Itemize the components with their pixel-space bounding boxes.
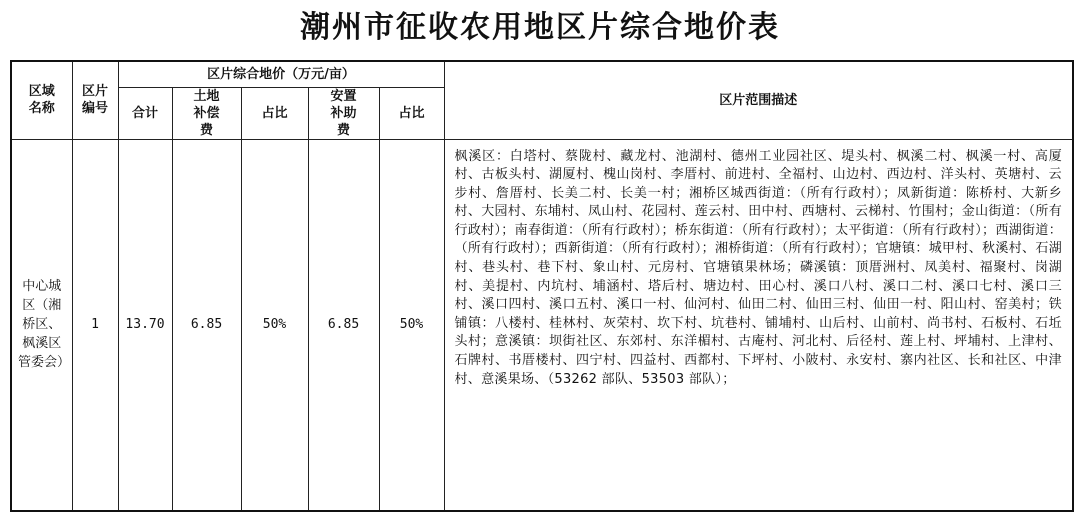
cell-resettlement: 6.85 [308,139,379,511]
land-price-table [10,60,1074,512]
cell-scope-description: 枫溪区：白塔村、蔡陇村、藏龙村、池湖村、德州工业园社区、堤头村、枫溪二村、枫溪一村、高厦村、古板头村、湖厦村、槐山岗村、李厝村、前进村、全福村、山边村、西边村、洋头村、英塘村、云步村、詹厝村、长美二村、长美一村；湘桥区城西街道：（所有行政村）；凤新街道：陈桥村、大新乡村、大园村、东埔村、凤山村、花园村、莲云村、田中村、西塘村、云梯村、竹围村；金山街道：（所有行政村）；南春街道：（所有行政村）；桥东街道：（所有行政村）；太平街道：（所有行政村）；西湖街道：（所有行政村）；西新街道：（所有行政村）；湘桥街道：（所有行政村）；官塘镇：城甲村、秋溪村、石湖村、巷头村、巷下村、象山村、元房村、官塘镇果林场；磷溪镇：顶厝洲村、凤美村、福聚村、岗湖村、美提村、内坑村、埔涵村、塔后村、塘边村、田心村、溪口八村、溪口二村、溪口七村、溪口三村、溪口四村、溪口五村、溪口一村、仙河村、仙田二村、仙田三村、仙田一村、阳山村、窑美村；铁铺镇：八楼村、桂林村、灰荣村、坎下村、坑巷村、铺埔村、山后村、山前村、尚书村、石板村、石坵头村；意溪镇：坝街社区、东郊村、东洋楣村、古庵村、河北村、后径村、莲上村、坪埔村、上津村、石牌村、书厝楼村、四宁村、四益村、西都村、下坪村、小陂村、永安村、寨内社区、长和社区、中津村、意溪果场、（53262 部队、53503 部队）； [444,139,1073,511]
header-region-name: 区域名称 [11,61,72,139]
cell-land-compensation: 6.85 [172,139,241,511]
header-ratio-1: 占比 [241,87,308,139]
cell-ratio-2: 50% [379,139,444,511]
table-row [11,139,1073,511]
document-title: 潮州市征收农用地区片综合地价表 [300,10,780,45]
cell-total: 13.70 [118,139,172,511]
header-zone-no: 区片编号 [72,61,118,139]
header-price-group: 区片综合地价（万元/亩） [118,61,444,87]
cell-zone-no: 1 [72,139,118,511]
header-resettlement: 安置补助费 [308,87,379,139]
header-total: 合计 [118,87,172,139]
header-land-compensation: 土地补偿费 [172,87,241,139]
cell-region-name: 中心城区（湘桥区、枫溪区管委会） [11,139,72,511]
header-row-1 [11,61,1073,87]
header-ratio-2: 占比 [379,87,444,139]
header-scope: 区片范围描述 [444,61,1073,139]
cell-ratio-1: 50% [241,139,308,511]
